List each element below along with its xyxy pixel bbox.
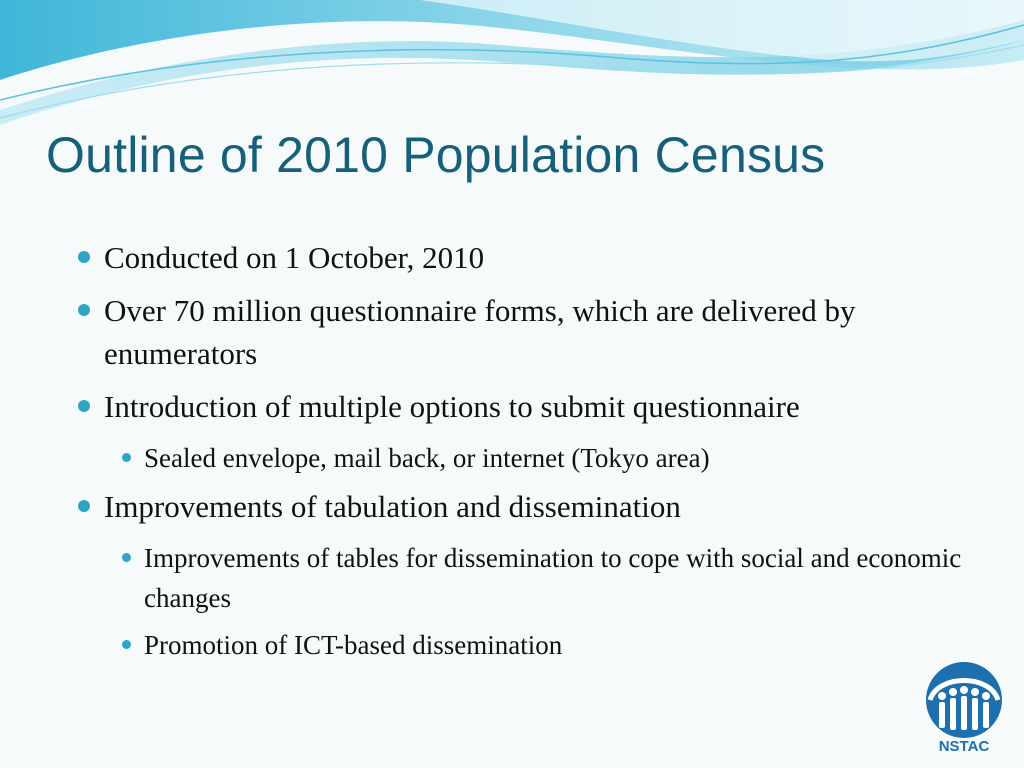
bullet-list: [74, 236, 974, 672]
bullet-item: [74, 385, 974, 428]
header-wave-decoration: [0, 0, 1024, 140]
nstac-logo: [918, 660, 1010, 760]
sub-bullet-text: Sealed envelope, mail back, or internet (Tokyo area): [144, 443, 710, 473]
bullet-text: Over 70 million questionnaire forms, which are delivered by enumerators: [104, 293, 856, 371]
logo-label: NSTAC: [938, 738, 990, 755]
bullet-text: Introduction of multiple options to submit questionnaire: [104, 389, 800, 424]
bullet-item: [74, 485, 974, 528]
bullet-text: Improvements of tabulation and dissemination: [104, 489, 681, 524]
bullet-dot-icon: [78, 500, 90, 512]
bullet-dot-icon: [78, 304, 90, 316]
sub-bullet-item: [74, 625, 974, 665]
bullet-dot-icon: [122, 553, 131, 562]
slide-title: Outline of 2010 Population Census: [46, 127, 826, 183]
sub-bullet-text: Improvements of tables for dissemination to cope with social and economic changes: [144, 543, 962, 613]
sub-bullet-text: Promotion of ICT-based dissemination: [144, 630, 563, 660]
bullet-item: [74, 236, 974, 279]
bullet-dot-icon: [78, 251, 90, 263]
bullet-item: [74, 289, 974, 375]
bullet-text: Conducted on 1 October, 2010: [104, 240, 485, 275]
sub-bullet-item: [74, 538, 974, 618]
bullet-dot-icon: [122, 640, 131, 649]
nstac-emblem-icon: [918, 660, 1010, 740]
sub-bullet-item: [74, 438, 974, 478]
bullet-dot-icon: [122, 453, 131, 462]
bullet-dot-icon: [78, 400, 90, 412]
